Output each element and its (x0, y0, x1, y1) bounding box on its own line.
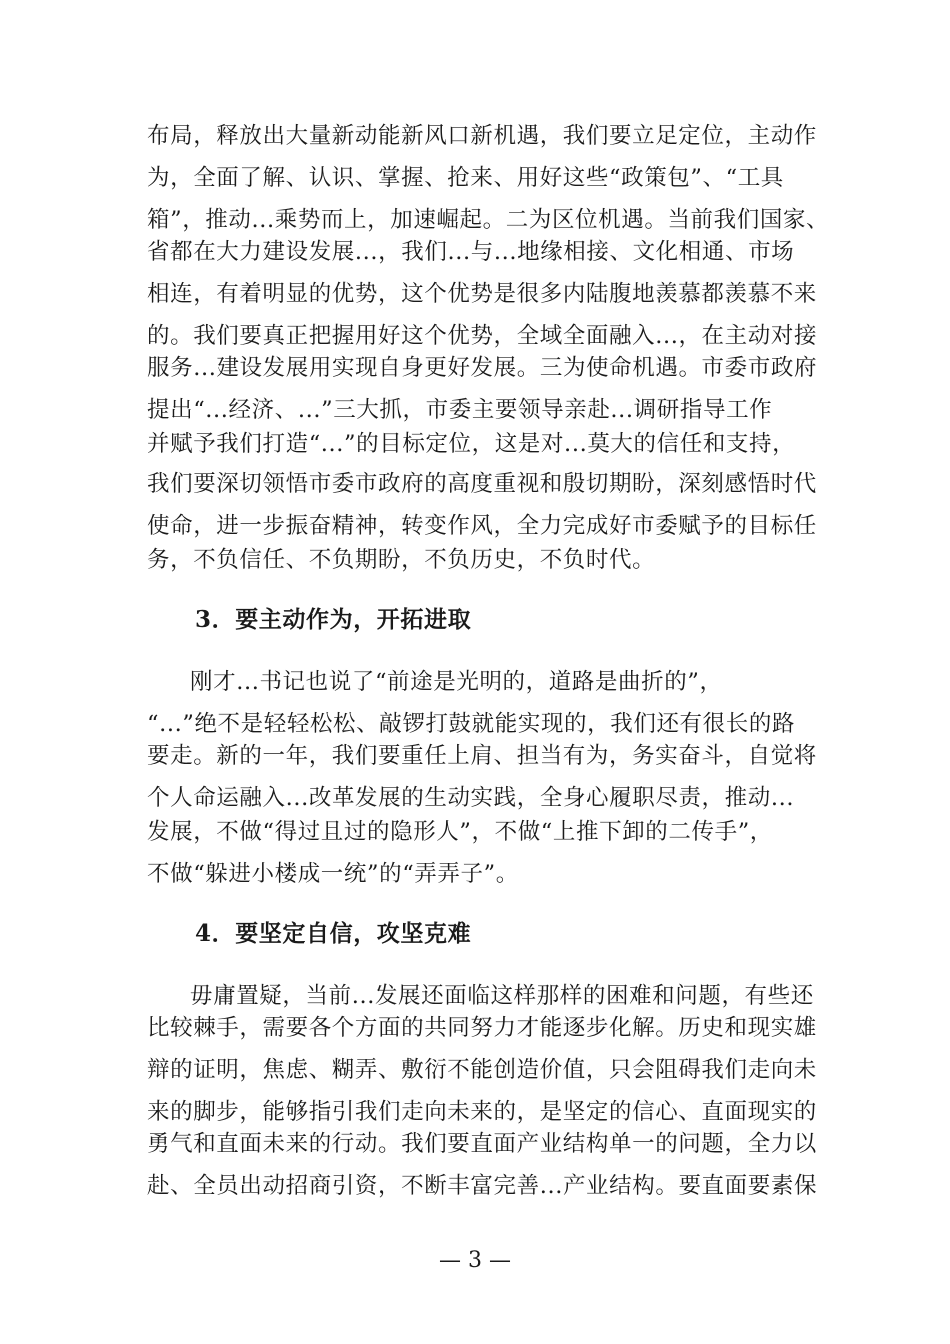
text-line: 不做“躲进小楼成一统”的“弄弄子”。 (147, 861, 519, 887)
section-heading-3: 3．要主动作为，开拓进取 (195, 606, 472, 633)
text-line: 服务...建设发展用实现自身更好发展。三为使命机遇。市委市政府 (147, 355, 818, 381)
text-line: 相连，有着明显的优势，这个优势是很多内陆腹地羡慕都羡慕不来 (147, 281, 817, 307)
section-heading-4: 4．要坚定自信，攻坚克难 (195, 920, 472, 947)
text-line: 我们要深切领悟市委市政府的高度重视和殷切期盼，深刻感悟时代 (147, 471, 817, 497)
text-line: 为，全面了解、认识、掌握、抢来、用好这些“政策包”、“工具 (147, 165, 784, 191)
text-line: 并赋予我们打造“...”的目标定位，这是对...莫大的信任和支持， (147, 431, 796, 457)
text-line: 省都在大力建设发展...，我们...与...地缘相接、文化相通、市场 (147, 239, 795, 265)
text-line: 务，不负信任、不负期盼，不负历史，不负时代。 (147, 547, 656, 573)
text-line: 刚才...书记也说了“前途是光明的，道路是曲折的”， (190, 669, 723, 695)
text-line: 的。我们要真正把握用好这个优势，全域全面融入...，在主动对接 (147, 323, 818, 349)
text-line: 来的脚步，能够指引我们走向未来的，是坚定的信心、直面现实的 (147, 1099, 817, 1125)
text-line: 个人命运融入...改革发展的生动实践，全身心履职尽责，推动... (147, 785, 795, 811)
text-line: 箱”，推动...乘势而上，加速崛起。二为区位机遇。当前我们国家、 (147, 207, 830, 233)
text-line: 赴、全员出动招商引资，不断丰富完善...产业结构。要直面要素保 (147, 1173, 818, 1199)
text-line: 使命，进一步振奋精神，转变作风，全力完成好市委赋予的目标任 (147, 513, 817, 539)
text-line: 要走。新的一年，我们要重任上肩、担当有为，务实奋斗，自觉将 (147, 743, 817, 769)
page-number: — 3 — (439, 1248, 511, 1273)
text-line: “...”绝不是轻轻松松、敲锣打鼓就能实现的，我们还有很长的路 (147, 711, 796, 737)
text-line: 发展，不做“得过且过的隐形人”，不做“上推下卸的二传手”， (147, 819, 773, 845)
text-line: 辩的证明，焦虑、糊弄、敷衍不能创造价值，只会阻碍我们走向未 (147, 1057, 817, 1083)
text-line: 毋庸置疑，当前...发展还面临这样那样的困难和问题，有些还 (190, 983, 814, 1009)
text-line: 勇气和直面未来的行动。我们要直面产业结构单一的问题，全力以 (147, 1131, 817, 1157)
text-line: 布局，释放出大量新动能新风口新机遇，我们要立足定位，主动作 (147, 123, 817, 149)
text-line: 比较棘手，需要各个方面的共同努力才能逐步化解。历史和现实雄 (147, 1015, 817, 1041)
text-line: 提出“...经济、...”三大抓，市委主要领导亲赴...调研指导工作 (147, 397, 773, 423)
